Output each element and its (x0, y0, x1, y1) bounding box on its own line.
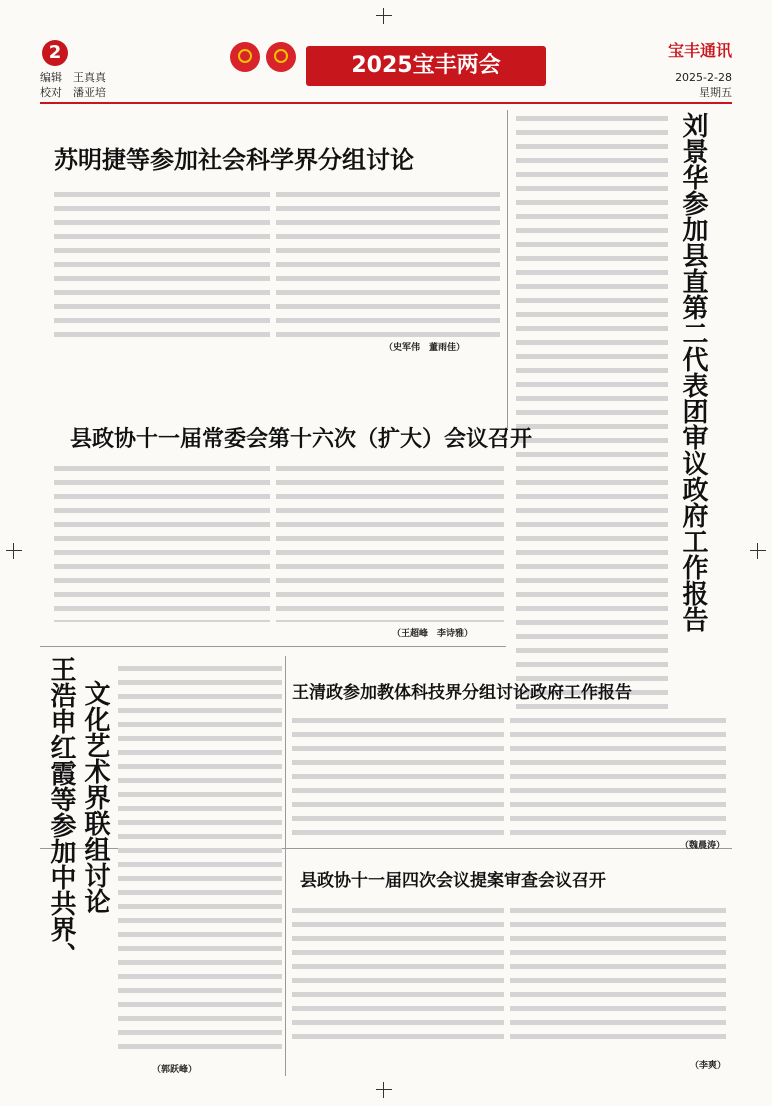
page-number: 2 (42, 40, 68, 66)
article-title: 县政协十一届四次会议提案审查会议召开 (300, 871, 606, 891)
date-text: 2025-2-28 (675, 71, 732, 84)
article-body-placeholder (292, 904, 504, 1048)
article-title-vertical: 刘景华参加县直第二代表团审议政府工作报告 (678, 112, 708, 632)
article-title: 县政协十一届常委会第十六次（扩大）会议召开 (70, 427, 533, 452)
article-byline: （郭跃峰） (152, 1065, 198, 1075)
article-body-placeholder (292, 714, 504, 840)
editor-name: 王真真 (73, 71, 106, 84)
article-body-placeholder (118, 662, 282, 1054)
cppcc-emblem-icon (266, 42, 296, 72)
article-body-placeholder (510, 714, 726, 840)
article-title: 王清政参加教体科技界分组讨论政府工作报告 (292, 683, 632, 703)
proofreader-name: 潘亚培 (73, 86, 106, 99)
section-title: 2025宝丰两会 (306, 46, 546, 86)
registration-mark (6, 543, 22, 559)
article-byline: （史军伟 董雨佳） (384, 343, 466, 353)
section-divider (40, 646, 506, 647)
page-header (40, 38, 732, 100)
article-byline: （魏晨涛） (680, 841, 726, 851)
article-title-vertical-col1: 王浩申红霞等参加中共界、 (46, 656, 76, 968)
header-rule (40, 102, 732, 104)
article-title-vertical-col2: 文化艺术界联组讨论 (80, 680, 110, 914)
article-body-placeholder (54, 188, 270, 338)
article-title: 苏明捷等参加社会科学界分组讨论 (54, 146, 414, 174)
registration-mark (376, 1082, 392, 1098)
article-body-placeholder (276, 188, 500, 338)
editor-label: 编辑 (40, 71, 62, 84)
article-body-placeholder (54, 462, 270, 622)
article-body-placeholder (510, 904, 726, 1048)
article-byline: （李爽） (690, 1061, 727, 1071)
article-body-placeholder (276, 462, 504, 622)
registration-mark (376, 8, 392, 24)
credits (40, 70, 106, 100)
national-emblem-icon (230, 42, 260, 72)
column-divider (507, 110, 508, 428)
weekday-text: 星期五 (699, 86, 732, 99)
proof-label: 校对 (40, 86, 62, 99)
issue-date (675, 70, 732, 100)
article-byline: （王超峰 李诗雅） (392, 629, 474, 639)
column-divider (285, 656, 286, 1076)
registration-mark (750, 543, 766, 559)
masthead-brand: 宝丰通讯 (667, 41, 732, 60)
